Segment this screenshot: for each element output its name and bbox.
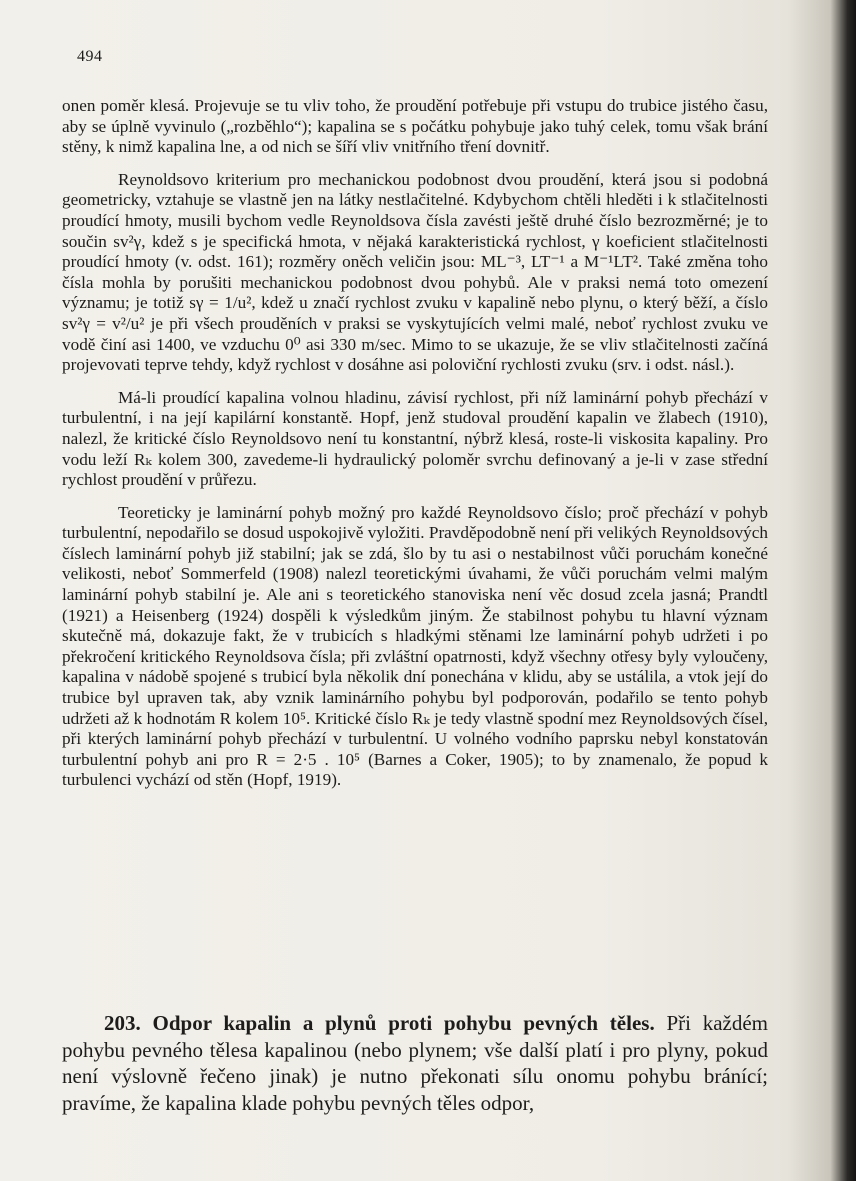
paragraph-stability-theory: Teoreticky je laminární pohyb možný pro každé Reynoldsovo číslo; proč přechází v pohyb turbulentní, nepodařilo se dosud uspokojivě vyložiti. Pravděpodobně není při velikých Reynoldsových číslech laminární pohyb již stabilní; jak se zdá, šlo by tu asi o nestabilnost vůči poruchám konečné velikosti, neboť Sommerfeld (1908) nalezl teoretickými úvahami, že vůči poruchám velmi malým laminární pohyb stabilní je. Ale ani s teoretického stanoviska není věc dosud zcela jasná; Prandtl (1921) a Heisenberg (1924) dospěli k výsledkům jiným. Že stabilnost pohybu tu hlavní význam skutečně má, dokazuje fakt, že v trubicích s hladkými stěnami lze laminární pohyb udržeti i po překročení kritického Reynoldsova čísla; při zvláštní opatrnosti, když všechny otřesy byly vyloučeny, kapalina v nádobě spojené s trubicí byla několik dní ponechána v klidu, aby se ustálila, a vtok její do trubice byl upraven tak, aby vznik laminárního pohybu byl podporován, podařilo se tento pohyb udržeti až k hodnotám R kolem 10⁵. Kritické číslo Rₖ je tedy vlastně spodní mez Reynoldsových čísel, při kterých laminární pohyb přechází v turbulentní. U volného vodního paprsku nebyl konstatován turbulentní pohyb ani pro R = 2·5 . 10⁵ (Barnes a Coker, 1905); to by znamenalo, že popud k turbulenci vychází od stěn (Hopf, 1919). xyxy=(62,502,768,790)
paragraph-reynolds-criterion: Reynoldsovo kriterium pro mechanickou podobnost dvou proudění, která jsou si podobná geometricky, vztahuje se vlastně jen na látky nestlačitelné. Kdybychom chtěli hleděti i k stlačitelnosti proudící hmoty, musili bychom vedle Reynoldsova čísla zavésti ještě druhé číslo bezrozměrné; je to součin sv²γ, kdež s je specifická hmota, v nějaká karakteristická rychlost, γ koeficient stlačitelnosti proudící hmoty (v. odst. 161); rozměry oněch veličin jsou: ML⁻³, LT⁻¹ a M⁻¹LT². Také změna toho čísla mohla by porušiti mechanickou podobnost dvou pohybů. Ale v praksi nemá toto omezení významu; je totiž sγ = 1/u², kdež u značí rychlost zvuku v kapalině nebo plynu, o který běží, a číslo sv²γ = v²/u² je při všech prouděních v praksi se vyskytujících velmi malé, neboť rychlost zvuku ve vodě činí asi 1400, ve vzduchu 0⁰ asi 330 m/sec. Mimo to se ukazuje, že se vliv stlačitelnosti začíná projevovati teprve tehdy, když rychlost v dosáhne asi poloviční rychlosti zvuku (srv. i odst. násl.). xyxy=(62,169,768,375)
page-number: 494 xyxy=(77,48,103,65)
paragraph-intro: onen poměr klesá. Projevuje se tu vliv toho, že proudění potřebuje při vstupu do trubice jistého času, aby se úplně vyvinulo („rozběhlo“); kapalina se s počátku pohybuje jako tuhý celek, tomu však brání stěny, k nimž kapalina lne, a od nich se šíří vliv vnitřního tření dovnitř. xyxy=(62,96,768,157)
section-number: 203. xyxy=(104,1011,141,1035)
paragraph-free-surface: Má-li proudící kapalina volnou hladinu, závisí rychlost, při níž laminární pohyb přechází v turbulentní, i na její kapilární konstantě. Hopf, jenž studoval proudění kapalin ve žlabech (1910), nalezl, že kritické číslo Reynoldsovo není tu konstantní, nýbrž klesá, roste-li viskosita kapaliny. Pro vodu leží Rₖ kolem 300, zavedeme-li hydraulický poloměr svrchu definovaný a je-li v zase střední rychlost proudění v průřezu. xyxy=(62,387,768,490)
section-text: Při každém pohybu pevného tělesa kapalinou (nebo plynem; vše další platí i pro plyny, pokud není výslovně řečeno jinak) je nutno překonati sílu onomu pohybu bránící; pravíme, že kapalina klade pohybu pevných těles odpor, xyxy=(62,1011,769,1115)
body-text xyxy=(62,96,768,803)
section-203 xyxy=(62,1010,768,1116)
section-title: Odpor kapalin a plynů proti pohybu pevných těles. xyxy=(152,1011,655,1035)
